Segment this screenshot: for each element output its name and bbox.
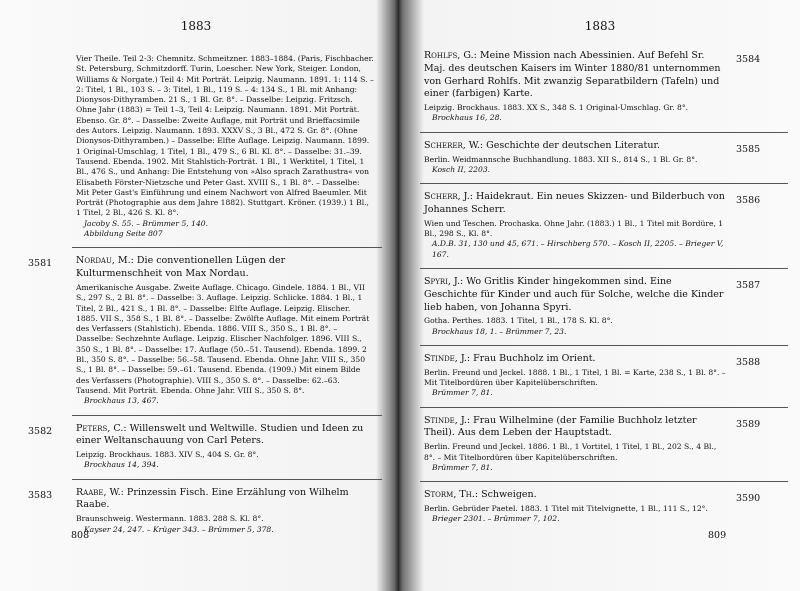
entry-references: Brieger 2301. – Brümmer 7, 102. (432, 514, 560, 524)
entry-3583 (0, 487, 392, 535)
entry-title (424, 415, 726, 441)
entry-references: Brockhaus 13, 467. (84, 396, 159, 406)
entry-title (424, 191, 726, 217)
entry-author: Scherr, J.: (424, 191, 473, 203)
page-number: 808 (71, 530, 90, 541)
entry-imprint: Berlin. Freund und Jeckel. 1888. 1 Bl., 1 Titel, 1 Bl. = Karte, 238 S., 1 Bl. 8°. – Mit Titelbordüren über Kapitelüberschriften. (424, 367, 726, 388)
entry-number: 3582 (28, 425, 53, 437)
entry-author: Peters, C.: (76, 422, 127, 434)
entry-3585 (400, 140, 800, 175)
entry-imprint: Vier Theile. Teil 2-3: Chemnitz. Schmeitzner. 1883–1884. (Paris, Fischbacher. St. Petersburg, Schmitzdorff. Turin, Loescher. New York, Steiger. London, Williams & Norgate.) Teil 4: Mit Porträt. Leipzig. Naumann. 1891. 1: 114 S. – 2: Titel, 1 Bl., 103 S. – 3: Titel, 1 Bl., 119 S. – 4: 134 S., 1 Bl. mit Anhang: Dionysos-Dithyramben. 21 S., 1 Bl. Gr. 8°. – Dasselbe: Leipzig. Fritzsch. Ohne Jahr (1883) = Teil 1–3, Teil 4: Leipzig. Naumann. 1891. Mit Porträt. Ebenso. Gr. 8°. – Dasselbe: Zweite Auflage, mit Porträt und Brieffacsimile des Autors. Leipzig. Naumann. 1893. XXXV S., 3 Bl., 472 S. Gr. 8°. (Ohne Dionysos-Dithyramben.) – Dasselbe: Elfte Auflage. Leipzig. Naumann. 1899. 1 Original-Umschlag, 1 Titel, 1 Bl., 479 S., 6 Bl. Kl. 8°. – Dasselbe: 31.–39. Tausend. Ebenda. 1902. Mit Stahlstich-Porträt. 1 Bl., 1 Werktitel, 1 Titel, 1 Bl., 476 S., und Anhang: Die Entstehung von »Also sprach Zarathustra« von Elisabeth Förster-Nietzsche und Peter Gast. XVIII S., 1 Bl. 8°. – Dasselbe: Mit Peter Gast's Einführung und einem Nachwort von Alfred Baeumler. Mit Porträt (Photographie aus dem Jahre 1882). Stuttgart. Kröner. (1939.) 1 Bl., 1 Titel, 2 Bl., 426 S. Kl. 8°. (76, 54, 374, 218)
entry-references: Brockhaus 14, 394. (84, 460, 159, 470)
entry-number: 3584 (736, 54, 761, 65)
divider (420, 481, 788, 482)
entry-3590 (400, 489, 800, 524)
entry-references: Brümmer 7, 81. (432, 388, 493, 398)
entry-title-text: Schweigen. (481, 489, 537, 501)
entry-number: 3585 (736, 143, 761, 155)
divider (420, 345, 788, 346)
entry-author: Stinde, J.: (424, 414, 471, 426)
entry-title-text: Die conventionellen Lügen der Kulturmenschheit von Max Nordau. (76, 255, 286, 280)
entry-imprint: Berlin. Gebrüder Paetel. 1883. 1 Titel mit Titelvignette, 1 Bl., 111 S., 12°. (424, 503, 708, 513)
entry-number: 3586 (736, 195, 761, 207)
entry-references: Brümmer 7, 81. (432, 462, 493, 472)
entry-references: Kosch II, 2203. (432, 164, 491, 174)
entry-number: 3581 (28, 258, 53, 270)
entry-imprint: Leipzig. Brockhaus. 1883. XX S., 348 S. 1 Original-Umschlag. Gr. 8°. (424, 103, 689, 113)
entry-references: Jacoby S. 55. – Brümmer 5, 140. (84, 218, 209, 228)
entry-title (76, 255, 374, 281)
entry-list (0, 54, 392, 535)
entry-number: 3588 (736, 356, 761, 368)
entry-imprint: Berlin. Weidmannsche Buchhandlung. 1883. XII S., 814 S., 1 Bl. Gr. 8°. (424, 154, 698, 164)
entry-title (424, 50, 726, 101)
entry-title (76, 423, 374, 449)
entry-title-text: Frau Buchholz im Orient. (473, 352, 596, 364)
entry-title-text: Haidekraut. Ein neues Skizzen- und Bilderbuch von Johannes Scherr. (424, 191, 725, 215)
entry-title (424, 353, 726, 366)
divider (72, 415, 382, 416)
entry-title-text: Geschichte der deutschen Literatur. (486, 139, 661, 151)
entry-continuation (0, 54, 392, 239)
divider (420, 183, 788, 184)
entry-title-text: Wo Gritlis Kinder hingekommen sind. Eine Geschichte für Kinder und auch für Solche, welche die Kinder lieb haben, von Johanna Spyri. (424, 275, 724, 313)
entry-title (424, 489, 726, 502)
page-header: 1883 (584, 19, 616, 33)
entry-3582 (0, 423, 392, 471)
entry-number: 3590 (736, 493, 761, 505)
page-header: 1883 (180, 19, 212, 33)
entry-author: Rohlfs, G.: (424, 50, 477, 61)
entry-imprint: Amerikanische Ausgabe. Zweite Auflage. Chicago. Gindele. 1884. 1 Bl., VII S., 297 S., 2 Bl. 8°. – Dasselbe: 3. Auflage. Leipzig. Schlicke. 1884. 1 Bl., 1 Titel, 2 Bl., 421 S., 1 Bl. 8°. – Dasselbe: Elfte Auflage. Leipzig. Elischer. 1885. VII S., 358 S., 1 Bl. 8°. – Dasselbe: Zwölfte Auflage. Mit einem Porträt des Verfassers (Stahlstich). Ebenda. 1886. VIII S., 350 S., 1 Bl. 8°. – Dasselbe: Sechzehnte Auflage. Leipzig. Elischer Nachfolger. 1896. VIII S., 350 S., 1 Bl. 8°. – Dasselbe: 17. Auflage (50.–51. Tausend). Ebenda. 1899. 2 Bl., 350 S. 8°. – Dasselbe: 56.–58. Tausend. Ebenda. Ohne Jahr. VIII S., 350 S., 1 Bl. 8°. – Dasselbe: 59.–61. Tausend. Ebenda. (1909.) Mit einem Bilde des Verfassers (Photographie). VIII S., 350 S. 8°. – Dasselbe: 62.–63. Tausend. Mit Porträt. Ebenda. Ohne Jahr. VIII S., 350 S. 8°. (76, 282, 370, 395)
entry-number: 3583 (28, 489, 53, 501)
entry-references: Brockhaus 16, 28. (432, 113, 502, 123)
entry-author: Spyri, J.: (424, 275, 464, 287)
entry-title (76, 487, 374, 513)
page-number: 809 (708, 530, 727, 541)
divider (72, 247, 382, 248)
entry-imprint: Leipzig. Brockhaus. 1883. XIV S., 404 S. Gr. 8°. (76, 450, 259, 460)
divider (72, 479, 382, 480)
entry-title (424, 276, 726, 314)
entry-references: Kayser 24, 247. – Krüger 343. – Brümmer 5, 378. (84, 524, 274, 534)
entry-3587 (400, 276, 800, 337)
entry-list (400, 50, 800, 525)
divider (420, 407, 788, 408)
entry-title-text: Frau Wilhelmine (der Familie Buchholz letzter Theil). Aus dem Leben der Hauptstadt. (424, 414, 697, 439)
entry-title (424, 140, 726, 153)
entry-3581 (0, 255, 392, 406)
entry-author: Scherer, W.: (424, 139, 484, 151)
entry-author: Stinde, J.: (424, 352, 471, 364)
entry-number: 3587 (736, 279, 761, 291)
entry-imprint: Wien und Teschen. Prochaska. Ohne Jahr. (1883.) 1 Bl., 1 Titel mit Bordüre, 1 Bl., 298 S., Kl. 8°. (424, 218, 724, 239)
entry-references: A.D.B. 31, 130 und 45, 671. – Hirschberg 570. – Kosch II, 2205. – Brieger V, 167. (432, 239, 724, 259)
entry-author: Nordau, M.: (76, 255, 134, 267)
entry-references: Brockhaus 18, 1. – Brümmer 7, 23. (432, 326, 567, 336)
entry-number: 3589 (736, 418, 761, 430)
entry-imprint: Berlin. Freund und Jeckel. 1886. 1 Bl., 1 Vortitel, 1 Titel, 1 Bl., 202 S., 4 Bl., 8°. – Mit Titelbordüren über Kapitelüberschriften. (424, 442, 717, 462)
entry-imprint: Braunschweig. Westermann. 1883. 288 S. Kl. 8°. (76, 514, 264, 524)
entry-author: Storm, Th.: (424, 489, 479, 501)
divider (420, 132, 788, 133)
figure-reference: Abbildung Seite 807 (84, 229, 163, 239)
entry-3588 (400, 353, 800, 399)
entry-author: Raabe, W.: (76, 486, 124, 498)
divider (420, 268, 788, 269)
entry-title-text: Willenswelt und Weltwille. Studien und Ideen zu einer Weltanschauung von Carl Peters. (76, 422, 364, 447)
entry-3584 (400, 50, 800, 124)
left-page (0, 0, 392, 591)
entry-3589 (400, 415, 800, 473)
entry-imprint: Gotha. Perthes. 1883. 1 Titel, 1 Bl., 178 S. Kl. 8°. (424, 316, 613, 326)
right-page (400, 0, 800, 591)
entry-title-text: Meine Mission nach Abessinien. Auf Befehl Sr. Maj. des deutschen Kaisers im Winter 1880/81 unternommen von Gerhard Rohlfs. Mit zwanzig Separatbildern (Tafeln) und einer (farbigen) Karte. (424, 50, 721, 100)
entry-3586 (400, 191, 800, 260)
entry-title-text: Prinzessin Fisch. Eine Erzählung von Wilhelm Raabe. (76, 486, 349, 511)
